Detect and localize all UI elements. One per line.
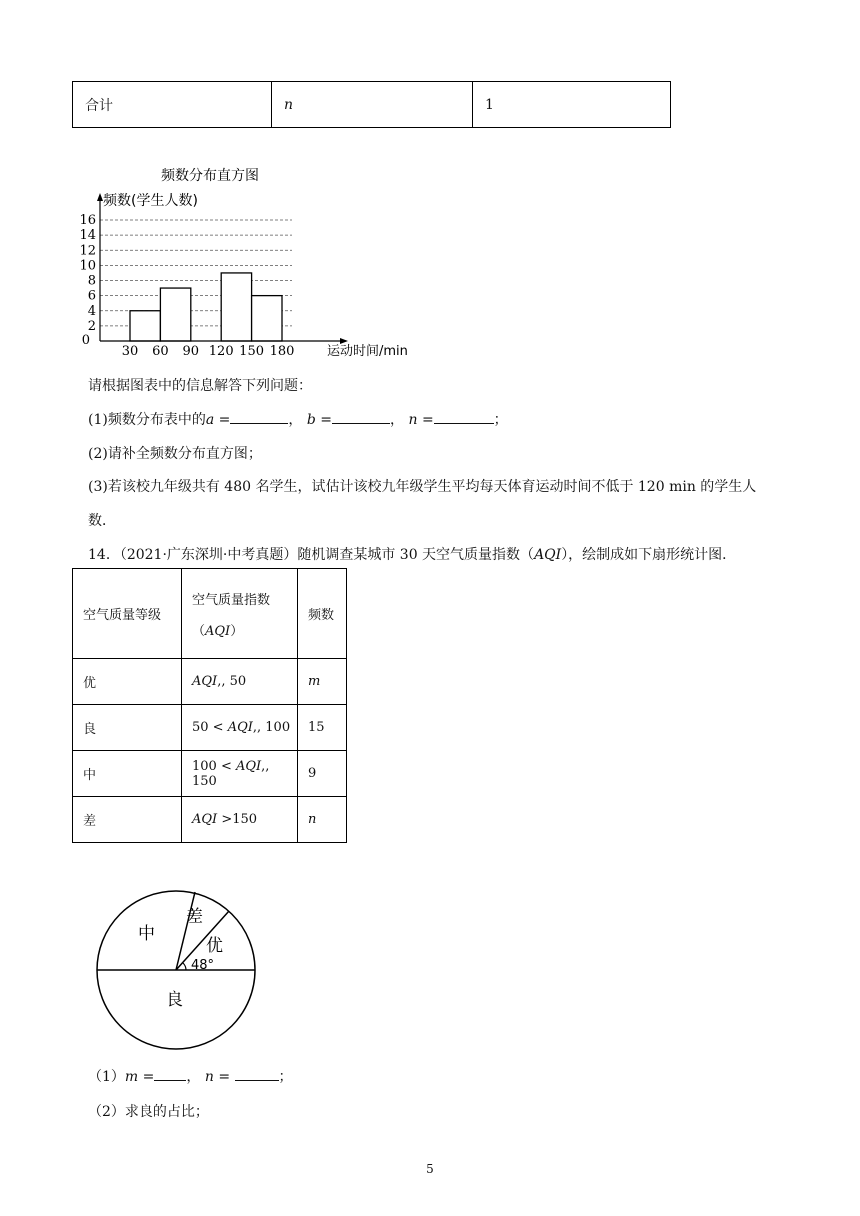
table-row [73, 705, 347, 751]
q13-part1: (1)频数分布表中的a = ， b = ， n = ； [88, 409, 508, 429]
frequency-cell: 9 [298, 751, 347, 797]
table-row [73, 82, 671, 128]
range-cell: AQI >150 [182, 797, 298, 843]
q13-intro: 请根据图表中的信息解答下列问题： [88, 378, 312, 394]
table-row [73, 751, 347, 797]
y-tick-label: 6 [87, 288, 96, 304]
total-frequency: 1 [473, 82, 671, 128]
histogram-bar [252, 296, 282, 341]
page-number: 5 [426, 1162, 434, 1176]
total-row-table [72, 81, 671, 128]
angle-arc [183, 963, 186, 970]
frequency-cell: n [298, 797, 347, 843]
x-tick-label: 180 [269, 344, 295, 359]
histogram-bar [130, 311, 160, 341]
header-level: 空气质量等级 [73, 569, 182, 659]
x-tick-label: 150 [239, 344, 265, 359]
range-cell: AQI,, 50 [182, 659, 298, 705]
y-tick-label: 2 [87, 318, 96, 334]
sector-label-cha: 差 [186, 907, 203, 927]
y-tick-label: 16 [79, 213, 96, 228]
q13-part2: (2)请补全频数分布直方图； [88, 446, 262, 462]
sector-label-liang: 良 [166, 990, 183, 1010]
histogram-title: 频数分布直方图 [161, 168, 259, 184]
table-header-row [73, 569, 347, 659]
level-cell: 良 [73, 705, 182, 751]
q13-part3-line1: (3)若该校九年级共有 480 名学生，试估计该校九年级学生平均每天体育运动时间不低于 120 min 的学生人 [88, 479, 757, 495]
histogram-bar [160, 288, 190, 341]
y-tick-label: 4 [87, 303, 96, 319]
table-row [73, 797, 347, 843]
y-tick-label: 0 [81, 333, 90, 348]
sector-label-you: 优 [206, 936, 223, 956]
aqi-table [72, 568, 347, 843]
range-cell: 100 < AQI,, 150 [182, 751, 298, 797]
range-cell: 50 < AQI,, 100 [182, 705, 298, 751]
y-tick-labels [79, 213, 96, 348]
q14-stem: 14．（2021·广东深圳·中考真题）随机调查某城市 30 天空气质量指数（AQI），绘制成如下扇形统计图． [88, 547, 737, 563]
answer-blank-n2[interactable] [235, 1066, 279, 1081]
answer-blank-b[interactable] [332, 409, 390, 424]
y-tick-label: 10 [79, 258, 96, 274]
total-label: 合计 [73, 82, 272, 128]
q13-part3-line2: 数． [88, 513, 116, 529]
sector-label-zhong: 中 [138, 924, 155, 944]
header-aqi: 空气质量指数 （AQI） [182, 569, 298, 659]
y-tick-label: 8 [87, 273, 96, 289]
x-axis-label: 运动时间/min [327, 344, 408, 359]
frequency-cell: 15 [298, 705, 347, 751]
x-tick-label: 30 [121, 344, 139, 359]
y-tick-label: 12 [79, 243, 96, 259]
answer-blank-m[interactable] [154, 1066, 186, 1081]
y-axis-label: 频数(学生人数) [103, 193, 198, 209]
y-tick-label: 14 [79, 228, 96, 244]
frequency-cell: m [298, 659, 347, 705]
answer-blank-n[interactable] [434, 409, 494, 424]
q14-part2: （2）求良的占比； [88, 1104, 209, 1120]
x-tick-labels [122, 344, 295, 359]
aqi-pie-chart [88, 890, 268, 1060]
answer-blank-a[interactable] [230, 409, 288, 424]
level-cell: 差 [73, 797, 182, 843]
x-tick-label: 60 [152, 344, 169, 359]
header-frequency: 频数 [298, 569, 347, 659]
histogram-bar [221, 273, 251, 341]
total-n: n [272, 82, 473, 128]
table-row [73, 659, 347, 705]
angle-label: 48° [191, 958, 215, 973]
q14-part1: （1）m = ， n = ； [88, 1066, 293, 1086]
frequency-histogram [70, 160, 410, 360]
level-cell: 优 [73, 659, 182, 705]
x-tick-label: 120 [208, 344, 234, 359]
bars [130, 273, 282, 341]
x-tick-label: 90 [182, 344, 200, 359]
level-cell: 中 [73, 751, 182, 797]
